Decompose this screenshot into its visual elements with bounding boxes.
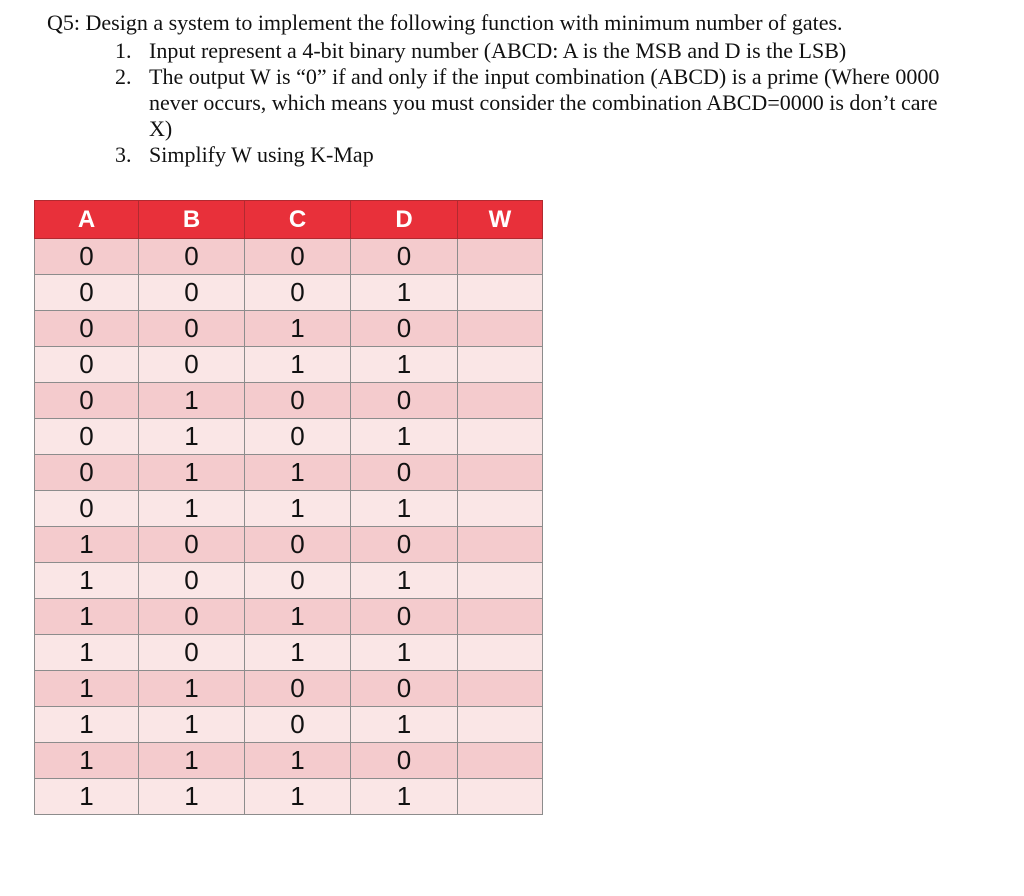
cell-b: 0	[139, 599, 245, 635]
cell-c: 1	[245, 311, 351, 347]
table-row	[35, 383, 543, 419]
cell-w[interactable]	[458, 743, 543, 779]
question-block	[47, 10, 987, 168]
question-item-3-number: 3.	[115, 142, 132, 167]
cell-d: 0	[351, 239, 458, 275]
table-row	[35, 275, 543, 311]
cell-b: 0	[139, 563, 245, 599]
cell-w[interactable]	[458, 383, 543, 419]
cell-a: 1	[35, 743, 139, 779]
table-row	[35, 743, 543, 779]
question-item-1-text: Input represent a 4-bit binary number (ABCD: A is the MSB and D is the LSB)	[149, 38, 847, 63]
question-item-2-text: The output W is “0” if and only if the input combination (ABCD) is a prime (Where 0000 never occurs, which means you must consider the combination ABCD=0000 is don’t care X)	[149, 64, 940, 141]
question-item-2	[47, 64, 987, 142]
question-item-1-number: 1.	[115, 38, 132, 63]
cell-w[interactable]	[458, 671, 543, 707]
cell-c: 0	[245, 707, 351, 743]
cell-b: 1	[139, 491, 245, 527]
cell-w[interactable]	[458, 563, 543, 599]
cell-a: 0	[35, 491, 139, 527]
cell-d: 0	[351, 743, 458, 779]
cell-c: 1	[245, 347, 351, 383]
cell-c: 0	[245, 419, 351, 455]
cell-c: 0	[245, 239, 351, 275]
cell-a: 0	[35, 383, 139, 419]
cell-d: 1	[351, 275, 458, 311]
header-c: C	[245, 201, 351, 239]
cell-d: 1	[351, 635, 458, 671]
question-title: Q5: Design a system to implement the following function with minimum number of gates.	[47, 10, 843, 35]
cell-a: 0	[35, 239, 139, 275]
cell-b: 1	[139, 707, 245, 743]
cell-d: 1	[351, 491, 458, 527]
question-item-1	[47, 38, 987, 64]
cell-d: 0	[351, 311, 458, 347]
table-row	[35, 527, 543, 563]
question-item-3-text: Simplify W using K-Map	[149, 142, 374, 167]
cell-b: 1	[139, 419, 245, 455]
question-item-3	[47, 142, 987, 168]
cell-a: 1	[35, 635, 139, 671]
cell-b: 1	[139, 779, 245, 815]
cell-a: 1	[35, 599, 139, 635]
table-row	[35, 707, 543, 743]
truth-table-header-row	[35, 201, 543, 239]
cell-a: 0	[35, 275, 139, 311]
cell-b: 0	[139, 527, 245, 563]
header-w: W	[458, 201, 543, 239]
table-row	[35, 635, 543, 671]
cell-c: 1	[245, 635, 351, 671]
cell-b: 0	[139, 311, 245, 347]
cell-c: 1	[245, 491, 351, 527]
cell-a: 1	[35, 527, 139, 563]
cell-w[interactable]	[458, 707, 543, 743]
cell-b: 1	[139, 383, 245, 419]
cell-d: 1	[351, 563, 458, 599]
cell-c: 0	[245, 383, 351, 419]
cell-d: 0	[351, 671, 458, 707]
question-list	[47, 38, 987, 168]
cell-w[interactable]	[458, 491, 543, 527]
cell-a: 0	[35, 455, 139, 491]
table-row	[35, 491, 543, 527]
cell-d: 0	[351, 527, 458, 563]
cell-a: 1	[35, 563, 139, 599]
table-row	[35, 563, 543, 599]
header-b: B	[139, 201, 245, 239]
truth-table	[34, 200, 543, 815]
cell-d: 1	[351, 707, 458, 743]
table-row	[35, 347, 543, 383]
cell-d: 0	[351, 383, 458, 419]
table-row	[35, 311, 543, 347]
cell-c: 0	[245, 671, 351, 707]
table-row	[35, 779, 543, 815]
cell-d: 0	[351, 455, 458, 491]
cell-b: 1	[139, 455, 245, 491]
cell-d: 0	[351, 599, 458, 635]
cell-d: 1	[351, 347, 458, 383]
cell-b: 0	[139, 347, 245, 383]
cell-b: 0	[139, 635, 245, 671]
cell-w[interactable]	[458, 455, 543, 491]
cell-b: 0	[139, 275, 245, 311]
header-a: A	[35, 201, 139, 239]
cell-a: 0	[35, 311, 139, 347]
table-row	[35, 599, 543, 635]
cell-w[interactable]	[458, 275, 543, 311]
cell-b: 0	[139, 239, 245, 275]
cell-c: 1	[245, 779, 351, 815]
cell-c: 1	[245, 599, 351, 635]
cell-a: 1	[35, 707, 139, 743]
cell-d: 1	[351, 419, 458, 455]
cell-b: 1	[139, 743, 245, 779]
cell-a: 1	[35, 779, 139, 815]
cell-c: 0	[245, 527, 351, 563]
cell-a: 0	[35, 347, 139, 383]
cell-w[interactable]	[458, 311, 543, 347]
table-row	[35, 671, 543, 707]
table-row	[35, 419, 543, 455]
cell-w[interactable]	[458, 779, 543, 815]
cell-c: 1	[245, 455, 351, 491]
cell-c: 0	[245, 563, 351, 599]
cell-c: 0	[245, 275, 351, 311]
cell-w[interactable]	[458, 347, 543, 383]
cell-d: 1	[351, 779, 458, 815]
cell-b: 1	[139, 671, 245, 707]
cell-c: 1	[245, 743, 351, 779]
cell-w[interactable]	[458, 599, 543, 635]
table-row	[35, 239, 543, 275]
cell-w[interactable]	[458, 635, 543, 671]
cell-a: 1	[35, 671, 139, 707]
table-row	[35, 455, 543, 491]
truth-table-body	[35, 239, 543, 815]
cell-w[interactable]	[458, 419, 543, 455]
cell-w[interactable]	[458, 239, 543, 275]
cell-a: 0	[35, 419, 139, 455]
header-d: D	[351, 201, 458, 239]
question-item-2-number: 2.	[115, 64, 132, 89]
cell-w[interactable]	[458, 527, 543, 563]
